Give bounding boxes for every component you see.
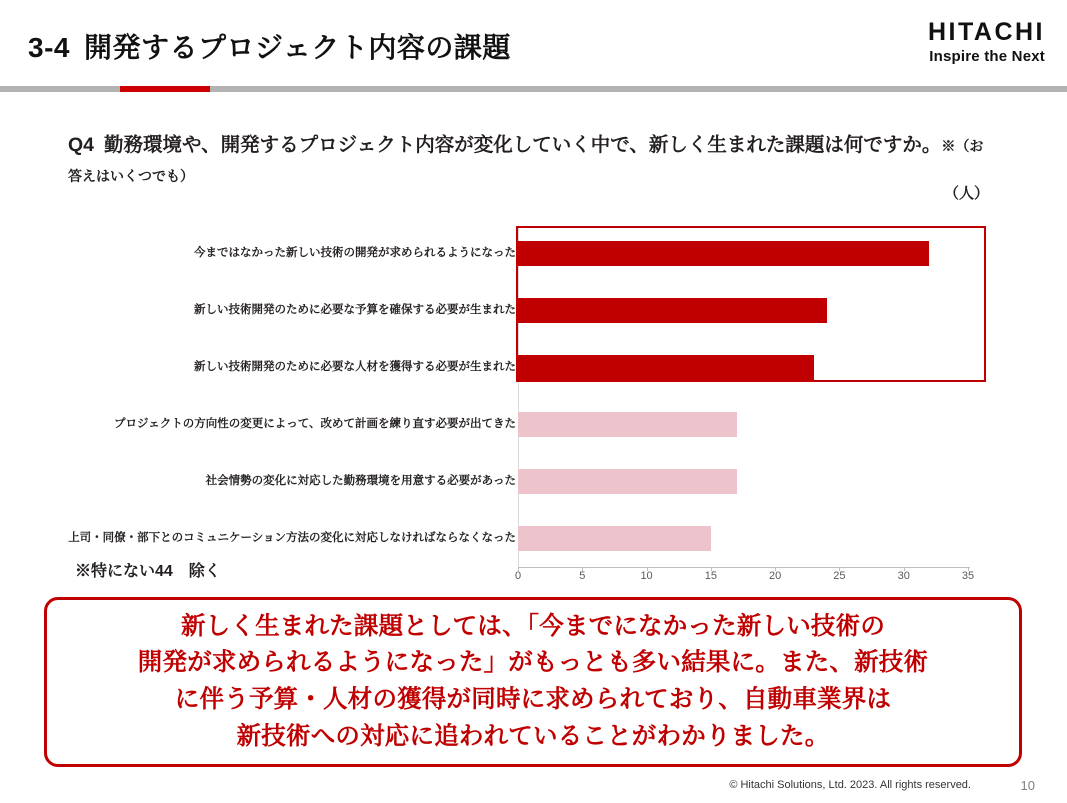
chart-x-axis [518,567,970,568]
page-number: 10 [1020,778,1035,793]
chart-row [60,453,1020,510]
chart-category-label: 新しい技術開発のために必要な予算を確保する必要が生まれた [194,304,516,316]
section-number: 3-4 [28,32,70,63]
chart-bar-track [518,396,968,453]
question-label: Q4 [68,134,95,156]
conclusion-line-2: 開発が求められるようになった」がもっとも多い結果に。また、新技術 [137,649,929,677]
chart-row [60,396,1020,453]
chart-tick-label: 5 [579,570,586,582]
header-rule-accent [120,86,210,92]
slide-header [0,0,1067,88]
question-block [68,130,988,190]
chart-category-label: 社会情勢の変化に対応した勤務環境を用意する必要があった [205,475,516,487]
chart-footnote: ※特にない44 除く [75,563,221,580]
question-note: ※（お答えはいくつでも） [68,138,984,185]
chart-tick-label: 15 [704,570,717,582]
chart-tick-label: 20 [769,570,782,582]
chart-tick-label: 25 [833,570,846,582]
copyright-text: © Hitachi Solutions, Ltd. 2023. All rights reserved. [729,779,971,791]
chart-tick-label: 0 [514,570,522,582]
highlight-box [516,226,986,382]
conclusion-line-4: 新技術への対応に追われていることがわかりました。 [236,722,830,750]
section-title: 開発するプロジェクト内容の課題 [83,32,511,63]
chart-tick-label: 10 [640,570,653,582]
chart-category-label: 上司・同僚・部下とのコミュニケーション方法の変化に対応しなければならなくなった [68,532,516,544]
chart-bar [518,526,711,551]
chart-tick-label: 30 [897,570,910,582]
conclusion-line-1: 新しく生まれた課題としては、「今までになかった新しい技術の [180,612,886,640]
chart-bar-track [518,510,968,567]
chart-tick-label: 35 [961,570,975,582]
question-text: 勤務環境や、開発するプロジェクト内容が変化していく中で、新しく生まれた課題は何ですか。 [104,134,942,156]
chart-bar [518,469,737,494]
conclusion-callout [44,597,1022,767]
conclusion-text [120,609,946,756]
chart-unit-label: （人） [943,185,989,202]
chart-category-label: プロジェクトの方向性の変更によって、改めて計画を練り直す必要が出てきた [113,418,516,430]
hitachi-logo [928,18,1045,65]
logo-wordmark: HITACHI [927,18,1045,46]
chart-category-label: 新しい技術開発のために必要な人材を獲得する必要が生まれた [194,361,516,373]
conclusion-line-3: に伴う予算・人材の獲得が同時に求められており、自動車業界は [174,686,892,713]
chart-bar [518,412,737,437]
chart-category-label: 今まではなかった新しい技術の開発が求められるようになった [194,247,516,259]
chart-bar-track [518,453,968,510]
page-title [28,26,511,66]
logo-tagline: Inspire the Next [929,48,1045,65]
